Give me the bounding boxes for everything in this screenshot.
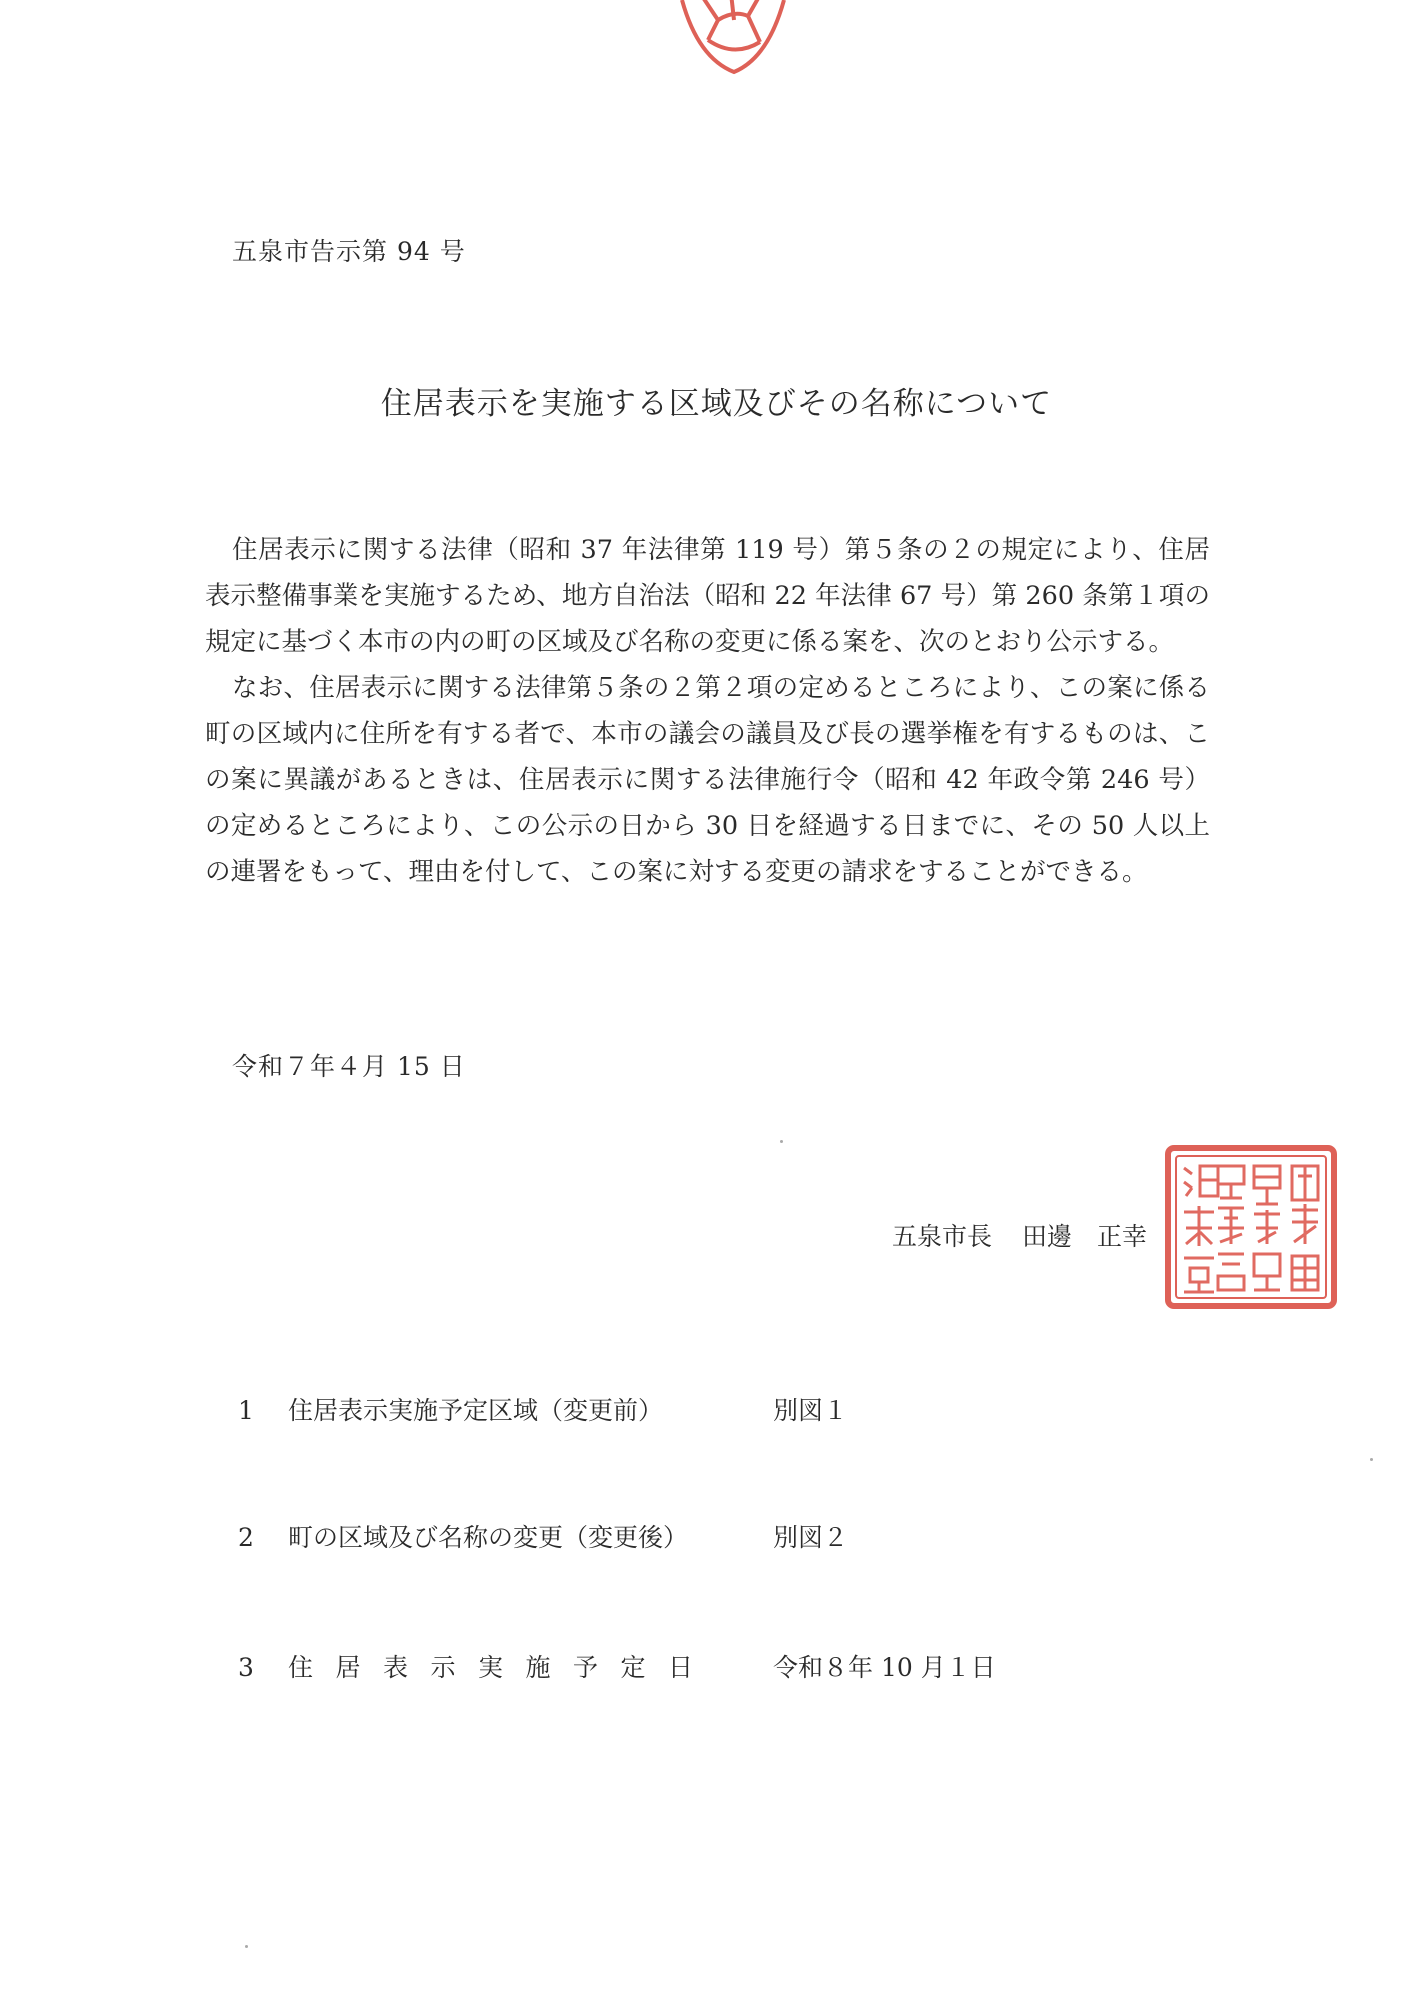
item-label: 住居表示実施予定日 xyxy=(288,1653,716,1682)
item-label: 住居表示実施予定区域（変更前） xyxy=(288,1396,664,1425)
item-number: 3 xyxy=(238,1653,254,1682)
paragraph-2: なお、住居表示に関する法律第５条の２第２項の定めるところにより、この案に係る町の区域内に住所を有する者で、本市の議会の議員及び長の選挙権を有するものは、この案に異議があるときは、住居表示に関する法律施行令（昭和 42 年政令第 246 号）の定めるところにより、この公示の日から 30 日を経過する日までに、その 50 人以上の連署をもって、理由を付して、この案に対する変更の請求をすることができる。 xyxy=(205,673,1210,887)
item-number: 2 xyxy=(238,1523,254,1552)
item-label: 町の区域及び名称の変更（変更後） xyxy=(288,1523,689,1552)
list-item-1 xyxy=(238,1391,848,1427)
list-item-3 xyxy=(238,1648,996,1684)
item-value: 別図１ xyxy=(773,1396,849,1425)
signer-title: 五泉市長 xyxy=(892,1222,993,1251)
notice-number: 五泉市告示第 94 号 xyxy=(232,237,466,266)
item-value: 別図２ xyxy=(773,1523,849,1552)
document-title: 住居表示を実施する区域及びその名称について xyxy=(380,386,1053,422)
item-number: 1 xyxy=(238,1396,254,1425)
signature-line xyxy=(892,1217,1147,1253)
official-seal-stamp xyxy=(1162,1142,1340,1312)
paragraph-1: 住居表示に関する法律（昭和 37 年法律第 119 号）第５条の２の規定により、住居表示整備事業を実施するため、地方自治法（昭和 22 年法律 67 号）第 260 条第１項の規定に基づく本市の内の町の区域及び名称の変更に係る案を、次のとおり公示する。 xyxy=(205,535,1210,657)
top-seal-stamp xyxy=(668,0,798,80)
body-text xyxy=(205,527,1210,895)
item-value: 令和８年 10 月１日 xyxy=(773,1653,996,1682)
list-item-2 xyxy=(238,1518,848,1554)
signer-name: 田邊 正幸 xyxy=(1022,1222,1148,1251)
notice-date: 令和７年４月 15 日 xyxy=(232,1052,466,1081)
